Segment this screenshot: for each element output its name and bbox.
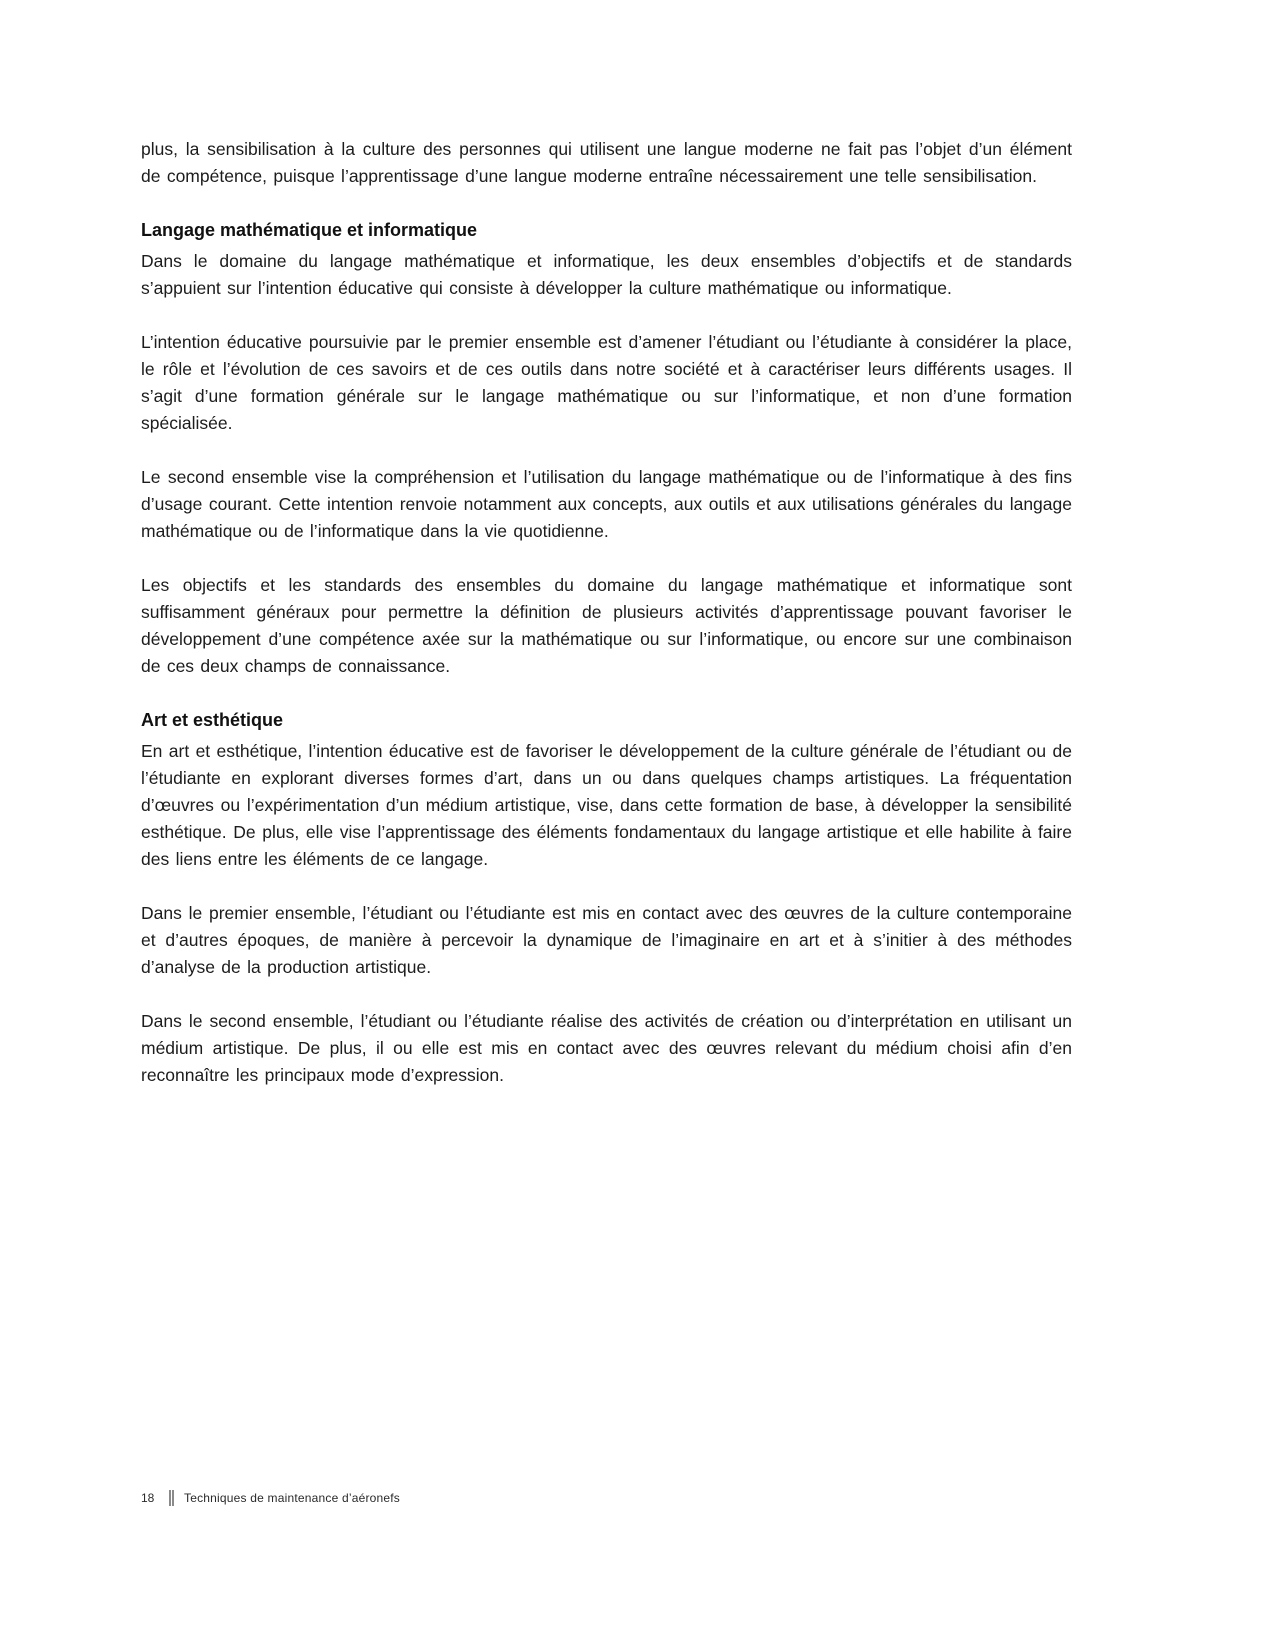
paragraph: Les objectifs et les standards des ensembles du domaine du langage mathématique et informatique sont suffisamment généraux pour permettre la définition de plusieurs activités d’apprentissage pouvant favoriser le développement d’une compétence axée sur la mathématique ou sur l’informatique, ou encore sur une combinaison de ces deux champs de connaissance. (141, 575, 1072, 676)
paragraph: Dans le premier ensemble, l’étudiant ou l’étudiante est mis en contact avec des œuvres de la culture contemporaine et d’autres époques, de manière à percevoir la dynamique de l’imaginaire en art et à s’initier à des méthodes d’analyse de la production artistique. (141, 903, 1072, 977)
page-footer (141, 1490, 400, 1506)
section-heading: Langage mathématique et informatique (141, 220, 478, 240)
footer-divider-bar (169, 1490, 174, 1506)
page-number: 18 (141, 1491, 155, 1505)
footer-document-title: Techniques de maintenance d’aéronefs (184, 1491, 401, 1505)
document-content (141, 136, 1072, 1116)
section-langage-mathematique (141, 217, 1072, 680)
paragraph: L’intention éducative poursuivie par le premier ensemble est d’amener l’étudiant ou l’étudiante à considérer la place, le rôle et l’évolution de ces savoirs et de ces outils dans notre société et à caractériser leurs différents usages. Il s’agit d’une formation générale sur le langage mathématique ou sur l’informatique, et non d’une formation spécialisée. (141, 332, 1072, 433)
paragraph: En art et esthétique, l’intention éducative est de favoriser le développement de la culture générale de l’étudiant ou de l’étudiante en explorant diverses formes d’art, dans un ou dans quelques champs artistiques. La fréquentation d’œuvres ou l’expérimentation d’un médium artistique, vise, dans cette formation de base, à développer la sensibilité esthétique. De plus, elle vise l’apprentissage des éléments fondamentaux du langage artistique et elle habilite à faire des liens entre les éléments de ce langage. (141, 741, 1072, 869)
section-heading: Art et esthétique (141, 710, 284, 730)
paragraph: Dans le domaine du langage mathématique et informatique, les deux ensembles d’objectifs et de standards s’appuient sur l’intention éducative qui consiste à développer la culture mathématique ou informatique. (141, 251, 1072, 298)
lead-paragraph: plus, la sensibilisation à la culture des personnes qui utilisent une langue moderne ne fait pas l’objet d’un élément de compétence, puisque l’apprentissage d’une langue moderne entraîne nécessairement une telle sensibilisation. (141, 139, 1072, 186)
section-art-esthetique (141, 707, 1072, 1089)
paragraph: Dans le second ensemble, l’étudiant ou l’étudiante réalise des activités de création ou d’interprétation en utilisant un médium artistique. De plus, il ou elle est mis en contact avec des œuvres relevant du médium choisi afin d’en reconnaître les principaux mode d’expression. (141, 1011, 1072, 1085)
paragraph: Le second ensemble vise la compréhension et l’utilisation du langage mathématique ou de l’informatique à des fins d’usage courant. Cette intention renvoie notamment aux concepts, aux outils et aux utilisations générales du langage mathématique ou de l’informatique dans la vie quotidienne. (141, 467, 1072, 541)
